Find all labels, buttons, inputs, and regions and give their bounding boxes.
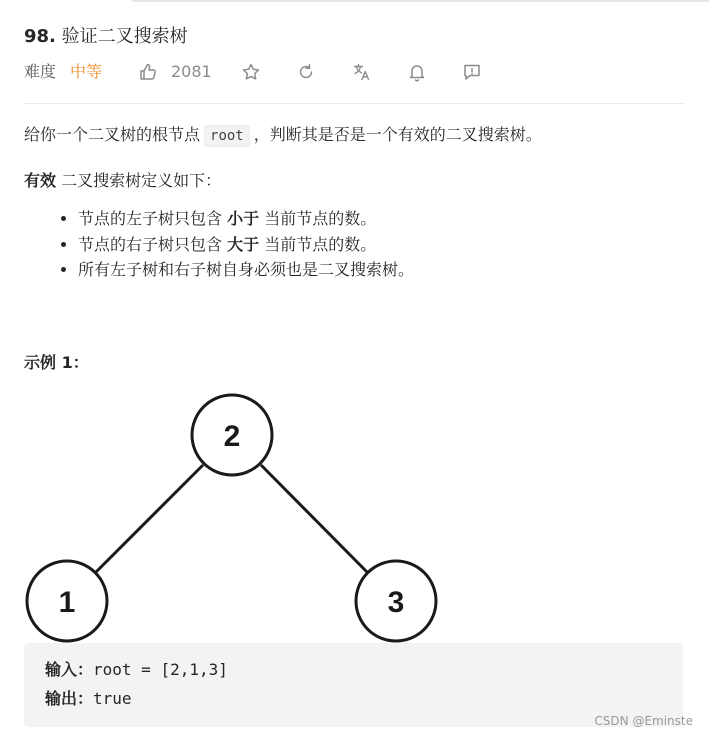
like-icon[interactable] (138, 62, 158, 82)
tree-edge-right (261, 465, 367, 572)
rule-bold: 大于 (227, 234, 260, 254)
list-item (78, 206, 414, 232)
rule-text: 所有左子树和右子树自身必须也是二叉搜索树。 (78, 260, 415, 279)
definition-text: 二叉搜索树定义如下： (61, 171, 222, 190)
intro-text-after: ，判断其是否是一个有效的二叉搜索树。 (253, 125, 542, 144)
intro-text-before: 给你一个二叉树的根节点 (24, 125, 201, 144)
problem-title (24, 24, 188, 50)
translate-icon[interactable] (352, 62, 372, 82)
binary-tree-diagram (22, 390, 442, 644)
refresh-icon[interactable] (296, 62, 316, 82)
example-title: 示例 1： (24, 353, 89, 372)
inline-code-root: root (204, 125, 250, 147)
example-code-block (24, 643, 683, 727)
list-item (78, 257, 414, 283)
difficulty-value: 中等 (70, 62, 103, 81)
example-output-line (45, 687, 132, 711)
bell-icon[interactable] (407, 62, 427, 82)
output-label: 输出： (45, 689, 94, 708)
list-item (78, 232, 414, 258)
star-icon[interactable] (241, 62, 261, 82)
bst-rules-list (24, 206, 414, 283)
example-input-line (45, 658, 228, 682)
problem-name: 验证二叉搜索树 (61, 26, 188, 47)
problem-intro (24, 122, 542, 149)
watermark: CSDN @Eminste (594, 714, 693, 728)
rule-bold: 小于 (227, 209, 260, 228)
rule-text: 当前节点的数。 (264, 209, 377, 228)
input-label: 输入： (45, 660, 94, 679)
header-divider (24, 103, 684, 104)
difficulty-label: 难度 (24, 62, 57, 81)
output-value: true (93, 689, 132, 708)
tree-node-left-label: 1 (58, 586, 76, 619)
rule-text: 节点的右子树只包含 (78, 234, 223, 254)
problem-number: 98. (24, 26, 56, 47)
top-rule (132, 0, 709, 2)
tree-node-root-label: 2 (223, 420, 241, 453)
problem-meta-bar (24, 58, 684, 86)
bst-definition (24, 168, 221, 194)
tree-edge-left (96, 465, 203, 572)
definition-bold: 有效 (24, 171, 57, 190)
like-count: 2081 (171, 62, 212, 81)
rule-text: 节点的左子树只包含 (78, 209, 223, 228)
comment-icon[interactable] (462, 62, 482, 82)
rule-text: 当前节点的数。 (264, 234, 377, 254)
tree-node-right-label: 3 (387, 586, 405, 619)
input-value: root = [2,1,3] (93, 660, 228, 679)
